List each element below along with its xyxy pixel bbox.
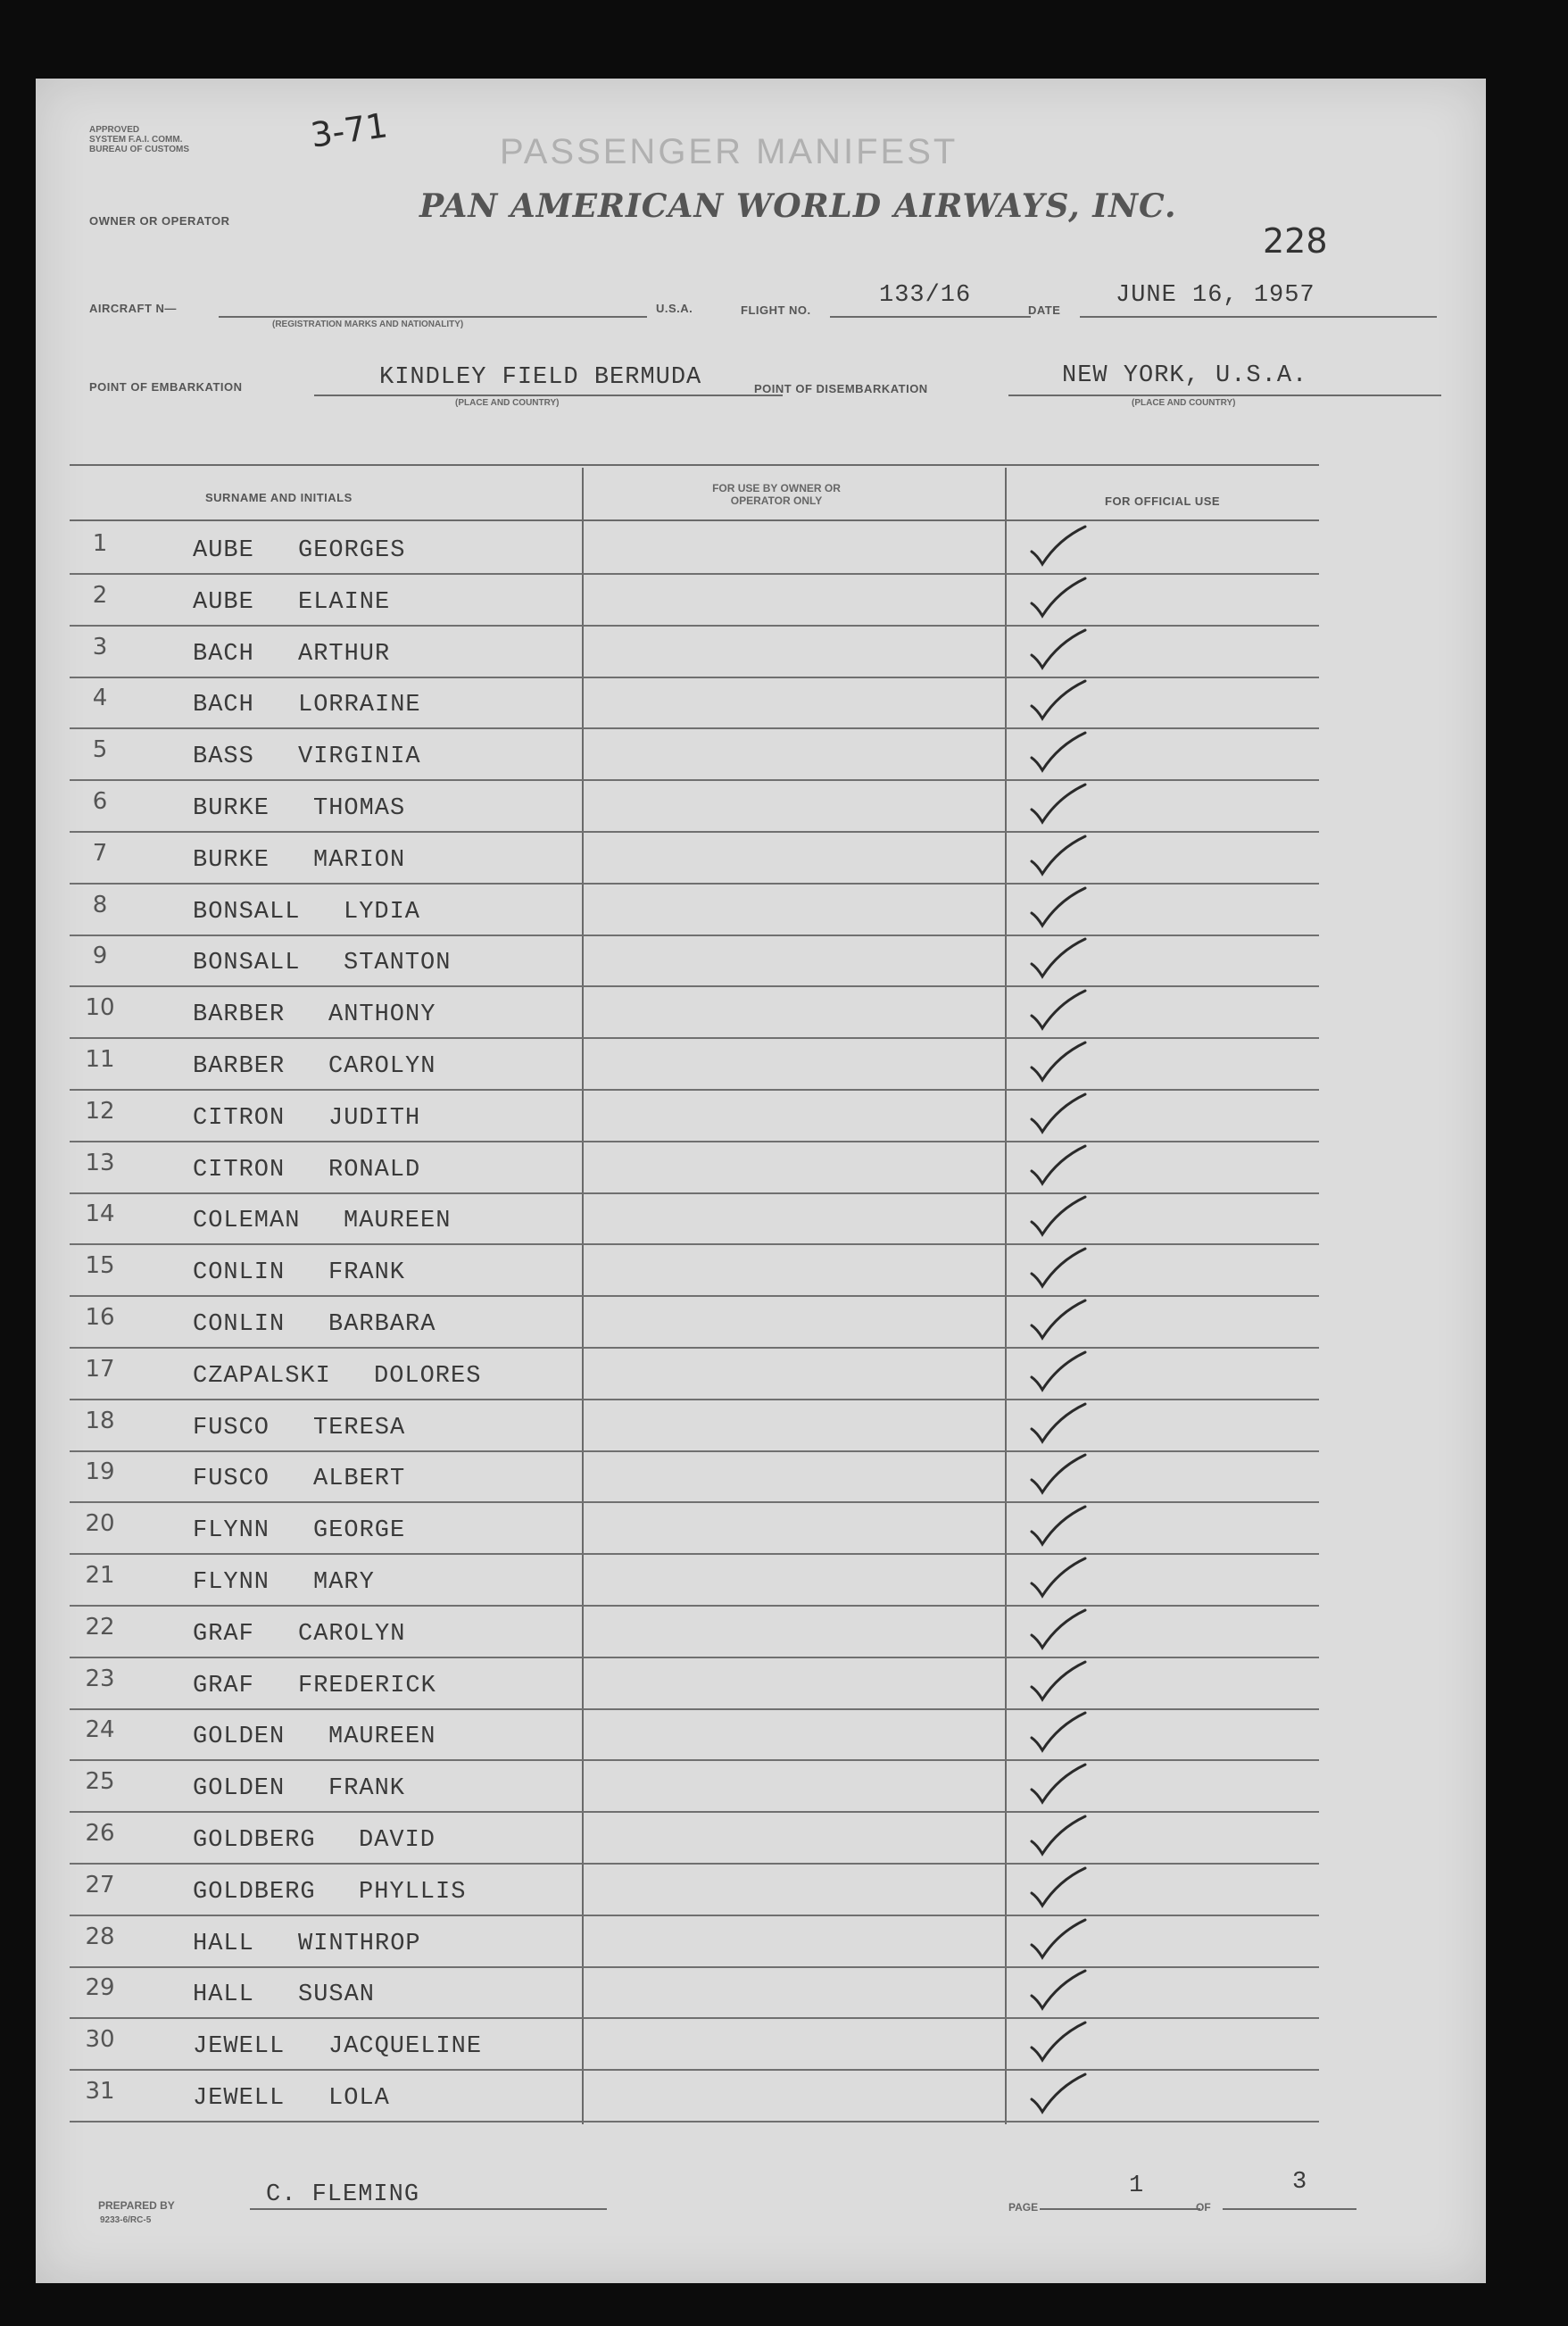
passenger-given-name: DOLORES [374, 1362, 482, 1390]
table-row [36, 1247, 1486, 1299]
passenger-surname: BASS [193, 743, 254, 771]
checkmark-icon [1025, 932, 1096, 985]
table-row [36, 577, 1486, 628]
row-rule [70, 2069, 1319, 2071]
checkmark-icon [1025, 829, 1096, 883]
row-rule [70, 883, 1319, 885]
row-number: 2 [92, 581, 108, 609]
row-number: 13 [85, 1149, 115, 1176]
approval-line: SYSTEM F.A.I. COMM. [89, 135, 183, 145]
row-number: 14 [85, 1200, 115, 1228]
row-number: 18 [85, 1407, 115, 1434]
checkmark-icon [1025, 1190, 1096, 1243]
passenger-given-name: FREDERICK [298, 1672, 436, 1699]
passenger-surname: GOLDEN [193, 1724, 286, 1751]
row-number: 7 [92, 839, 108, 867]
checkmark-icon [1025, 1757, 1096, 1811]
checkmark-icon [1025, 1913, 1096, 1966]
place-caption-2: (PLACE AND COUNTRY) [1132, 398, 1236, 408]
passenger-given-name: THOMAS [313, 795, 406, 822]
form-title: PASSENGER MANIFEST [500, 132, 958, 171]
row-rule [70, 831, 1319, 833]
table-row [36, 1763, 1486, 1815]
row-rule [70, 1863, 1319, 1865]
passenger-given-name: MARION [313, 846, 406, 874]
of-rule [1223, 2208, 1356, 2210]
table-row [36, 1092, 1486, 1144]
passenger-surname: CONLIN [193, 1259, 286, 1287]
table-row [36, 1660, 1486, 1712]
passenger-surname: BARBER [193, 1053, 286, 1080]
passenger-surname: GOLDBERG [193, 1827, 316, 1854]
approval-line: BUREAU OF CUSTOMS [89, 145, 190, 154]
passenger-given-name: SUSAN [298, 1981, 376, 2009]
table-row [36, 886, 1486, 938]
page-total: 3 [1292, 2169, 1308, 2196]
table-row [36, 525, 1486, 577]
row-rule [70, 625, 1319, 627]
aircraft-label: AIRCRAFT N— [89, 302, 177, 315]
row-number: 28 [85, 1923, 115, 1950]
row-number: 27 [85, 1871, 115, 1898]
checkmark-icon [1025, 1242, 1096, 1295]
table-row [36, 2021, 1486, 2073]
passenger-surname: JEWELL [193, 2085, 286, 2112]
page-stamp: 228 [1263, 221, 1328, 261]
flight-date: JUNE 16, 1957 [1116, 282, 1315, 309]
form-code: 9233-6/RC-5 [100, 2215, 152, 2225]
registration-caption: (REGISTRATION MARKS AND NATIONALITY) [272, 320, 464, 329]
passenger-given-name: CAROLYN [328, 1053, 436, 1080]
passenger-given-name: FRANK [328, 1259, 406, 1287]
passenger-given-name: ANTHONY [328, 1001, 436, 1029]
passenger-given-name: STANTON [344, 950, 452, 977]
table-row [36, 989, 1486, 1041]
disembarkation-rule [1008, 395, 1441, 396]
checkmark-icon [1025, 726, 1096, 779]
table-row [36, 679, 1486, 731]
passenger-given-name: WINTHROP [298, 1930, 421, 1957]
passenger-surname: FUSCO [193, 1414, 270, 1441]
row-number: 5 [92, 736, 108, 764]
row-number: 6 [92, 788, 108, 815]
passenger-given-name: MAUREEN [344, 1208, 452, 1235]
table-row [36, 1505, 1486, 1557]
row-number: 1 [92, 530, 108, 557]
row-rule [70, 1759, 1319, 1761]
row-number: 24 [85, 1716, 115, 1744]
row-rule [70, 1295, 1319, 1297]
passenger-given-name: GEORGE [313, 1517, 406, 1545]
passenger-given-name: GEORGES [298, 537, 406, 564]
checkmark-icon [1025, 519, 1096, 573]
page-rule [1040, 2208, 1200, 2210]
row-number: 12 [85, 1097, 115, 1125]
row-number: 19 [85, 1458, 115, 1486]
passenger-given-name: PHYLLIS [359, 1878, 467, 1906]
passenger-given-name: LORRAINE [298, 692, 421, 719]
passenger-surname: CZAPALSKI [193, 1362, 331, 1390]
approval-block [89, 125, 189, 154]
owner-label: OWNER OR OPERATOR [89, 214, 230, 228]
row-number: 17 [85, 1355, 115, 1383]
checkmark-icon [1025, 1551, 1096, 1605]
checkmark-icon [1025, 1293, 1096, 1347]
checkmark-icon [1025, 674, 1096, 727]
table-row [36, 1918, 1486, 1970]
passenger-given-name: RONALD [328, 1156, 421, 1184]
approval-line: APPROVED [89, 125, 140, 135]
row-number: 22 [85, 1613, 115, 1641]
passenger-surname: GRAF [193, 1672, 254, 1699]
row-number: 16 [85, 1304, 115, 1331]
handwritten-reference: 3-71 [308, 105, 390, 155]
prepared-rule [250, 2208, 607, 2210]
passenger-given-name: LOLA [328, 2085, 390, 2112]
embarkation-value: KINDLEY FIELD BERMUDA [379, 364, 702, 391]
table-row [36, 1866, 1486, 1918]
checkmark-icon [1025, 1035, 1096, 1089]
checkmark-icon [1025, 571, 1096, 625]
table-row [36, 2073, 1486, 2124]
table-header-rule [70, 519, 1319, 521]
passenger-surname: FUSCO [193, 1466, 270, 1493]
passenger-surname: HALL [193, 1981, 254, 2009]
table-row [36, 1402, 1486, 1454]
manifest-sheet [36, 79, 1486, 2283]
embarkation-rule [314, 395, 783, 396]
passenger-given-name: ELAINE [298, 588, 391, 616]
company-name: PAN AMERICAN WORLD AIRWAYS, INC. [419, 187, 1177, 225]
passenger-surname: CONLIN [193, 1311, 286, 1338]
place-caption: (PLACE AND COUNTRY) [455, 398, 560, 408]
passenger-surname: BONSALL [193, 950, 301, 977]
row-number: 29 [85, 1974, 115, 2002]
table-row [36, 1969, 1486, 2021]
table-row [36, 731, 1486, 783]
row-rule [70, 1657, 1319, 1658]
col-header-official-use: FOR OFFICIAL USE [1105, 494, 1221, 508]
checkmark-icon [1025, 1397, 1096, 1450]
col-header-surname: SURNAME AND INITIALS [205, 491, 353, 504]
prepared-label: PREPARED BY [98, 2199, 175, 2212]
date-label: DATE [1028, 303, 1061, 317]
row-number: 4 [92, 685, 108, 712]
checkmark-icon [1025, 1655, 1096, 1708]
table-row [36, 1815, 1486, 1866]
flight-rule [830, 316, 1031, 318]
row-rule [70, 1605, 1319, 1607]
checkmark-icon [1025, 984, 1096, 1037]
checkmark-icon [1025, 1706, 1096, 1759]
embarkation-label: POINT OF EMBARKATION [89, 380, 243, 394]
checkmark-icon [1025, 777, 1096, 831]
checkmark-icon [1025, 2015, 1096, 2069]
passenger-given-name: FRANK [328, 1775, 406, 1803]
row-rule [70, 1141, 1319, 1142]
row-number: 11 [85, 1046, 115, 1073]
table-row [36, 1557, 1486, 1608]
table-row [36, 783, 1486, 835]
table-row [36, 1299, 1486, 1350]
row-rule [70, 1915, 1319, 1916]
row-rule [70, 1347, 1319, 1349]
passenger-given-name: MARY [313, 1569, 375, 1596]
row-rule [70, 1501, 1319, 1503]
checkmark-icon [1025, 1448, 1096, 1501]
passenger-surname: COLEMAN [193, 1208, 301, 1235]
passenger-surname: HALL [193, 1930, 254, 1957]
passenger-surname: GOLDBERG [193, 1878, 316, 1906]
row-number: 20 [85, 1510, 115, 1538]
row-number: 9 [92, 943, 108, 970]
table-row [36, 1608, 1486, 1660]
row-rule [70, 1708, 1319, 1710]
passenger-given-name: LYDIA [344, 898, 421, 926]
table-row [36, 1144, 1486, 1196]
row-number: 3 [92, 633, 108, 660]
checkmark-icon [1025, 1345, 1096, 1399]
checkmark-icon [1025, 1964, 1096, 2017]
row-rule [70, 1089, 1319, 1091]
disembarkation-label: POINT OF DISEMBARKATION [754, 382, 928, 395]
passenger-given-name: VIRGINIA [298, 743, 421, 771]
page-label: PAGE [1008, 2201, 1039, 2214]
checkmark-icon [1025, 1139, 1096, 1192]
table-row [36, 937, 1486, 989]
row-rule [70, 985, 1319, 987]
flight-number: 133/16 [879, 282, 972, 309]
aircraft-rule [219, 316, 647, 318]
table-row [36, 1041, 1486, 1092]
row-number: 25 [85, 1768, 115, 1796]
passenger-given-name: TERESA [313, 1414, 406, 1441]
checkmark-icon [1025, 2067, 1096, 2121]
checkmark-icon [1025, 1809, 1096, 1863]
usa-label: U.S.A. [656, 302, 693, 315]
row-rule [70, 1966, 1319, 1968]
passenger-given-name: ARTHUR [298, 640, 391, 668]
checkmark-icon [1025, 623, 1096, 677]
of-label: OF [1196, 2201, 1211, 2214]
row-rule [70, 1450, 1319, 1452]
table-top-rule [70, 464, 1319, 466]
row-number: 30 [85, 2026, 115, 2054]
table-row [36, 835, 1486, 886]
row-number: 8 [92, 891, 108, 918]
row-rule [70, 935, 1319, 936]
passenger-given-name: JUDITH [328, 1104, 421, 1132]
col-header-owner-use: FOR USE BY OWNER OR OPERATOR ONLY [712, 482, 841, 507]
passenger-surname: AUBE [193, 537, 254, 564]
checkmark-icon [1025, 1499, 1096, 1553]
passenger-surname: BURKE [193, 795, 270, 822]
checkmark-icon [1025, 1087, 1096, 1141]
row-rule [70, 1243, 1319, 1245]
passenger-surname: BONSALL [193, 898, 301, 926]
row-number: 15 [85, 1252, 115, 1280]
row-rule [70, 677, 1319, 678]
row-rule [70, 1553, 1319, 1555]
table-row [36, 1711, 1486, 1763]
row-rule [70, 2017, 1319, 2019]
row-number: 21 [85, 1562, 115, 1589]
passenger-given-name: MAUREEN [328, 1724, 436, 1751]
checkmark-icon [1025, 1603, 1096, 1657]
table-row [36, 1453, 1486, 1505]
passenger-surname: BACH [193, 692, 254, 719]
passenger-surname: BURKE [193, 846, 270, 874]
table-row [36, 1195, 1486, 1247]
passenger-given-name: JACQUELINE [328, 2033, 483, 2061]
passenger-surname: JEWELL [193, 2033, 286, 2061]
row-rule [70, 1037, 1319, 1039]
row-number: 31 [85, 2078, 115, 2105]
page-number: 1 [1129, 2172, 1145, 2199]
passenger-given-name: BARBARA [328, 1311, 436, 1338]
passenger-surname: GOLDEN [193, 1775, 286, 1803]
table-row [36, 1350, 1486, 1402]
flight-label: FLIGHT NO. [741, 303, 811, 317]
passenger-surname: BACH [193, 640, 254, 668]
prepared-by: C. FLEMING [266, 2181, 420, 2208]
checkmark-icon [1025, 881, 1096, 935]
row-rule [70, 1399, 1319, 1400]
passenger-surname: GRAF [193, 1620, 254, 1648]
row-number: 10 [85, 994, 115, 1022]
row-rule [70, 2121, 1319, 2122]
row-number: 26 [85, 1820, 115, 1847]
row-rule [70, 573, 1319, 575]
passenger-surname: FLYNN [193, 1517, 270, 1545]
row-rule [70, 1811, 1319, 1813]
row-number: 23 [85, 1665, 115, 1692]
disembarkation-value: NEW YORK, U.S.A. [1062, 362, 1308, 389]
passenger-given-name: CAROLYN [298, 1620, 406, 1648]
row-rule [70, 779, 1319, 781]
passenger-surname: CITRON [193, 1156, 286, 1184]
passenger-surname: AUBE [193, 588, 254, 616]
date-rule [1080, 316, 1437, 318]
row-rule [70, 727, 1319, 729]
passenger-surname: FLYNN [193, 1569, 270, 1596]
passenger-surname: CITRON [193, 1104, 286, 1132]
passenger-given-name: DAVID [359, 1827, 436, 1854]
table-row [36, 628, 1486, 680]
passenger-given-name: ALBERT [313, 1466, 406, 1493]
row-rule [70, 1192, 1319, 1194]
checkmark-icon [1025, 1861, 1096, 1915]
passenger-surname: BARBER [193, 1001, 286, 1029]
